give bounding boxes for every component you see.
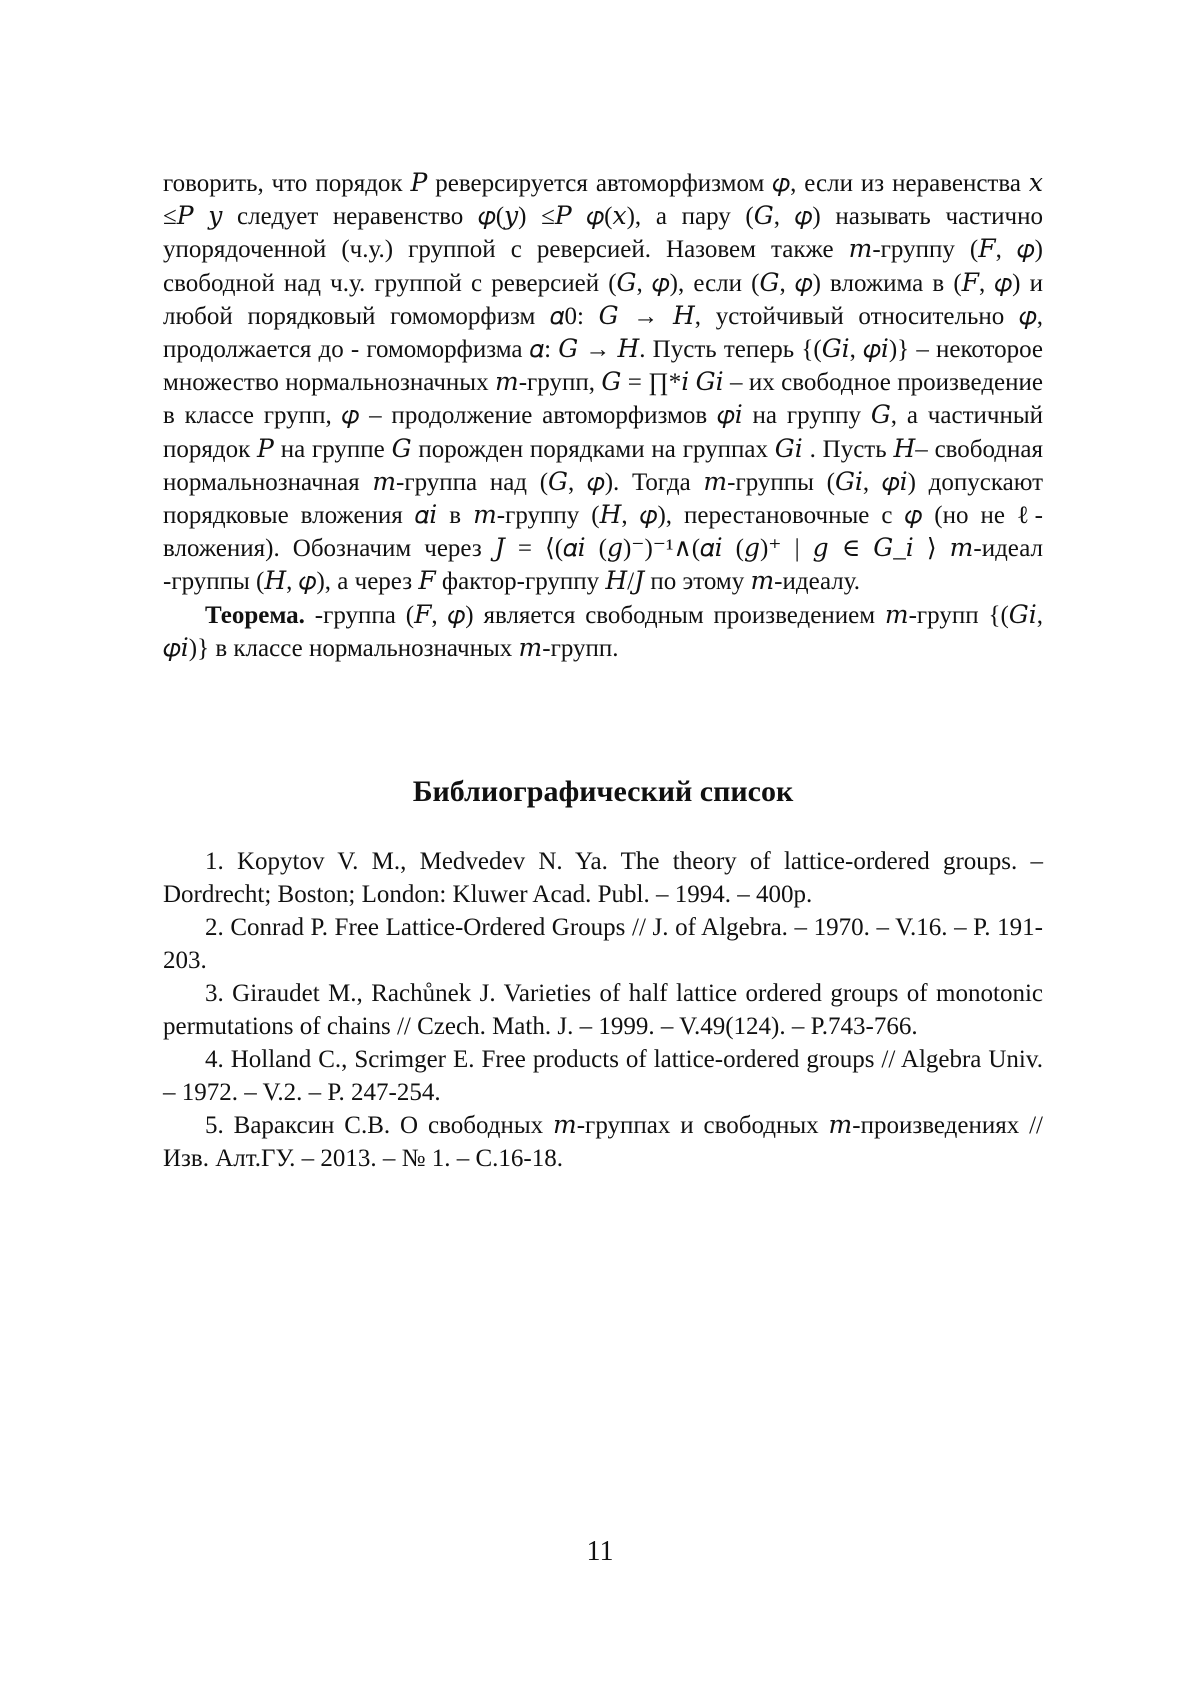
bibliography-item: 2. Conrad P. Free Lattice-Ordered Groups // J. of Algebra. – 1970. – V.16. – P. 191-203. <box>163 914 1043 974</box>
bibliography-list <box>163 845 1043 1175</box>
bibliography-item: 4. Holland C., Scrimger E. Free products of lattice-ordered groups // Algebra Univ. – 1972. – V.2. – P. 247-254. <box>163 1046 1043 1106</box>
bibliography-item: 5. Вараксин С.В. О свободных 𝑚-группах и свободных 𝑚-произведениях // Изв. Алт.ГУ. – 2013. – № 1. – С.16-18. <box>163 1112 1043 1172</box>
theorem-label: Теорема. <box>205 601 305 629</box>
bibliography-heading: Библиографический список <box>412 775 794 808</box>
bibliography-item: 1. Kopytov V. M., Medvedev N. Ya. The theory of lattice-ordered groups. – Dordrecht; Boston; London: Kluwer Acad. Publ. – 1994. – 400p. <box>163 848 1043 908</box>
body-text <box>163 167 1043 665</box>
body-paragraph: говорить, что порядок 𝑃 реверсируется автоморфизмом 𝜑, если из неравенства 𝑥 ≤𝑃 𝑦 следует неравенство 𝜑(𝑦) ≤𝑃 𝜑(𝑥), а пару (𝐺, 𝜑) называть частично упорядоченной (ч.у.) группой с реверсией. Назовем также 𝑚-группу (𝐹, 𝜑) свободной над ч.у. группой с реверсией (𝐺, 𝜑), если (𝐺, 𝜑) вложима в (𝐹, 𝜑) и любой порядковый гомоморфизм 𝛼0: 𝐺 → 𝐻, устойчивый относительно 𝜑, продолжается до - гомоморфизма 𝛼: 𝐺 → 𝐻. Пусть теперь {(𝐺𝑖, 𝜑𝑖)} – некоторое множество нормальнозначных 𝑚-групп, 𝐺 = ∏*𝑖 𝐺𝑖 – их свободное произведение в классе групп, 𝜑 – продолжение автоморфизмов 𝜑𝑖 на группу 𝐺, а частичный порядок 𝑃 на группе 𝐺 порожден порядками на группах 𝐺𝑖 . Пусть 𝐻– свободная нормальнозначная 𝑚-группа над (𝐺, 𝜑). Тогда 𝑚-группы (𝐺𝑖, 𝜑𝑖) допускают порядковые вложения 𝛼𝑖 в 𝑚-группу (𝐻, 𝜑), перестановочные с 𝜑 (но не ℓ-вложения). Обозначим через 𝐽 = ⟨(𝛼𝑖 (𝑔)⁻)⁻¹∧(𝛼𝑖 (𝑔)⁺ | 𝑔 ∈ 𝐺_𝑖 ⟩ 𝑚-идеал -группы (𝐻, 𝜑), а через 𝐹 фактор-группу 𝐻/𝐽 по этому 𝑚-идеалу. <box>163 170 1043 596</box>
theorem-paragraph <box>163 599 1043 665</box>
bibliography-item: 3. Giraudet M., Rachůnek J. Varieties of half lattice ordered groups of monotonic permutations of chains // Czech. Math. J. – 1999. – V.49(124). – P.743-766. <box>163 980 1043 1040</box>
page-number: 11 <box>586 1536 614 1567</box>
theorem-text: -группа (𝐹, 𝜑) является свободным произведением 𝑚-групп {(𝐺𝑖, 𝜑𝑖)} в классе нормальнозначных 𝑚-групп. <box>163 601 1043 662</box>
